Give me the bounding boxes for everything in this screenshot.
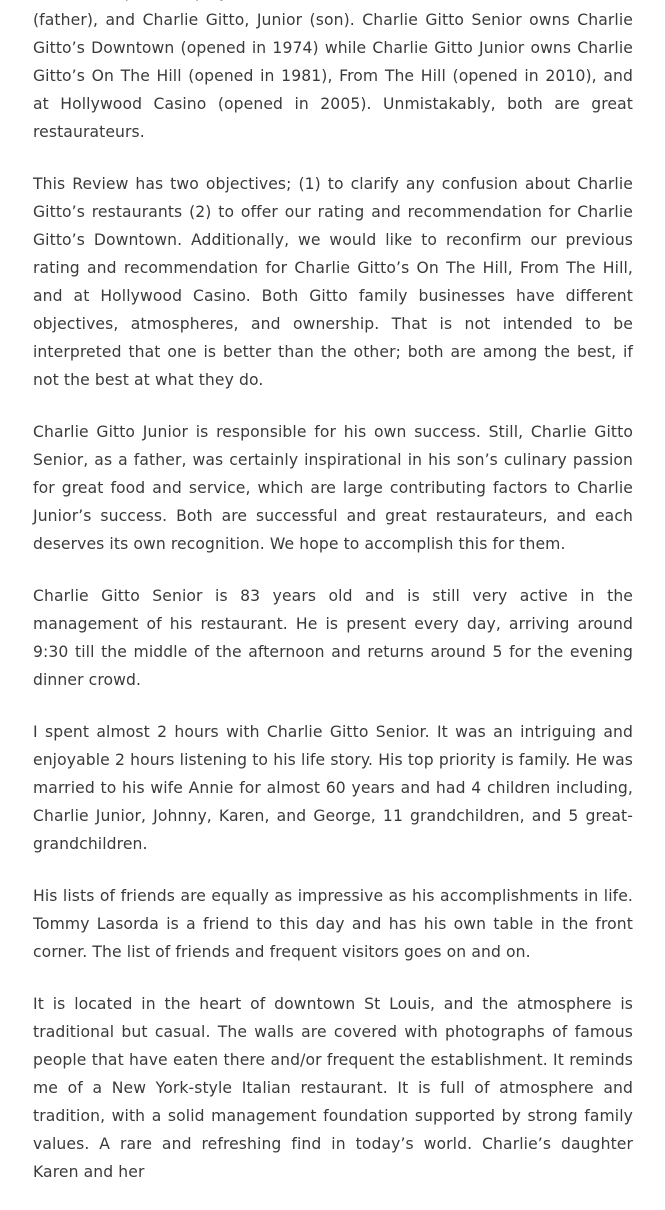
paragraph-objectives: This Review has two objectives; (1) to clarify any confusion about Charlie Gitto’s restaurants (2) to offer our rating and recommendation for Charlie Gitto’s Downtown. Additionally, we would like to reconfirm our previous rating and recommendation for Charlie Gitto’s On The Hill, From The Hill, and at Hollywood Casino. Both Gitto family businesses have different objectives, atmospheres, and ownership. That is not intended to be interpreted that one is better than the other; both are among the best, if not the best at what they do. bbox=[33, 175, 633, 389]
paragraph-senior-management: Charlie Gitto Senior is 83 years old and is still very active in the management of his restaurant. He is present every day, arriving around 9:30 till the middle of the afternoon and returns around 5 for the evening dinner crowd. bbox=[33, 587, 633, 689]
paragraph-intro: (father), and Charlie Gitto, Junior (son). Charlie Gitto Senior owns Charlie Gitto’s Downtown (opened in 1974) while Charlie Gitto Junior owns Charlie Gitto’s On The Hill (opened in 1981), From The Hill (opened in 2010), and at Hollywood Casino (opened in 2005). Unmistakably, both are great restaurateurs. bbox=[33, 11, 633, 141]
paragraph-friends: His lists of friends are equally as impressive as his accomplishments in life. Tommy Lasorda is a friend to this day and has his own table in the front corner. The list of friends and frequent visitors goes on and on. bbox=[33, 887, 633, 961]
article-body bbox=[33, 0, 633, 1210]
paragraph-location: It is located in the heart of downtown St Louis, and the atmosphere is traditional but casual. The walls are covered with photographs of famous people that have eaten there and/or frequent the establishment. It reminds me of a New York-style Italian restaurant. It is full of atmosphere and tradition, with a solid management foundation supported by strong family values. A rare and refreshing find in today’s world. Charlie’s daughter Karen and her bbox=[33, 995, 633, 1181]
paragraph-junior-success: Charlie Gitto Junior is responsible for his own success. Still, Charlie Gitto Senior, as a father, was certainly inspirational in his son’s culinary passion for great food and service, which are large contributing factors to Charlie Junior’s success. Both are successful and great restaurateurs, and each deserves its own recognition. We hope to accomplish this for them. bbox=[33, 423, 633, 553]
paragraph-life-story: I spent almost 2 hours with Charlie Gitto Senior. It was an intriguing and enjoyable 2 hours listening to his life story. His top priority is family. He was married to his wife Annie for almost 60 years and had 4 children including, Charlie Junior, Johnny, Karen, and George, 11 grandchildren, and 5 great-grandchildren. bbox=[33, 723, 633, 853]
